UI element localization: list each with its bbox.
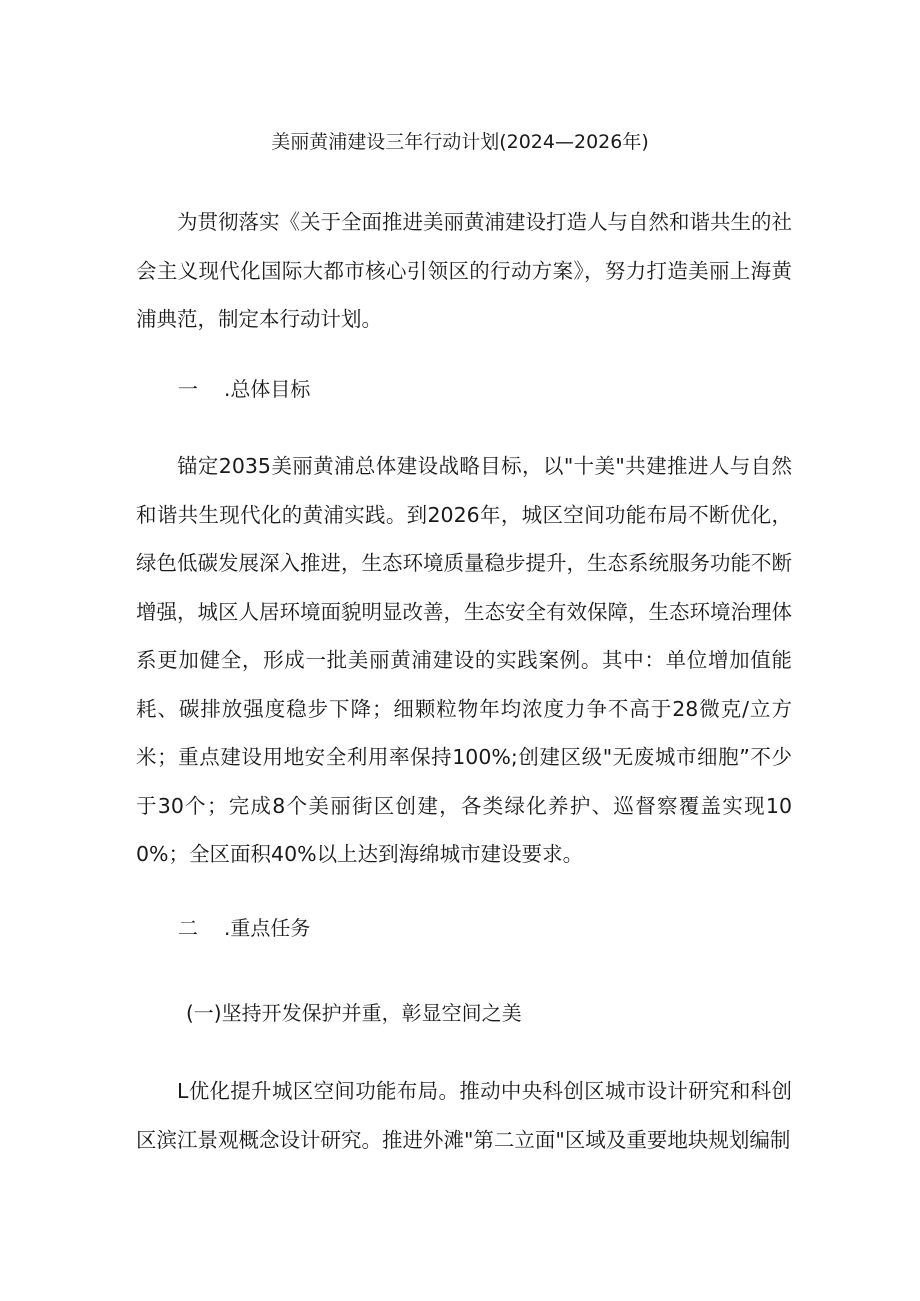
task-paragraph: L优化提升城区空间功能布局。推动中央科创区城市设计研究和科创区滨江景观概念设计研究。推进外滩"第二立面"区域及重要地块规划编制 <box>136 1079 792 1152</box>
section-number: 二 <box>178 916 198 940</box>
document-title: 美丽黄浦建设三年行动计划(2024—2026年) <box>271 131 649 153</box>
section-title: .总体目标 <box>224 377 311 401</box>
section-number: 一 <box>178 377 198 401</box>
goals-paragraph: 锚定2035美丽黄浦总体建设战略目标，以"十美"共建推进人与自然和谐共生现代化的黄浦实践。到2026年，城区空间功能布局不断优化，绿色低碳发展深入推进，生态环境质量稳步提升，生态系统服务功能不断增强，城区人居环境面貌明显改善，生态安全有效保障，生态环境治理体系更加健全，形成一批美丽黄浦建设的实践案例。其中：单位增加值能耗、碳排放强度稳步下降；细颗粒物年均浓度力争不高于28微克/立方米；重点建设用地安全利用率保持100%;创建区级"无废城市细胞”不少于30个；完成8个美丽街区创建，各类绿化养护、巡督察覆盖实现100%；全区面积40%以上达到海绵城市建设要求。 <box>136 454 792 866</box>
subsection-heading: (一)坚持开发保护并重，彰显空间之美 <box>186 1001 522 1025</box>
intro-paragraph: 为贯彻落实《关于全面推进美丽黄浦建设打造人与自然和谐共生的社会主义现代化国际大都市核心引领区的行动方案》，努力打造美丽上海黄浦典范，制定本行动计划。 <box>136 210 792 331</box>
section-title: .重点任务 <box>224 916 311 940</box>
section-heading-overall-goals <box>178 374 310 404</box>
section-heading-key-tasks <box>178 913 310 943</box>
